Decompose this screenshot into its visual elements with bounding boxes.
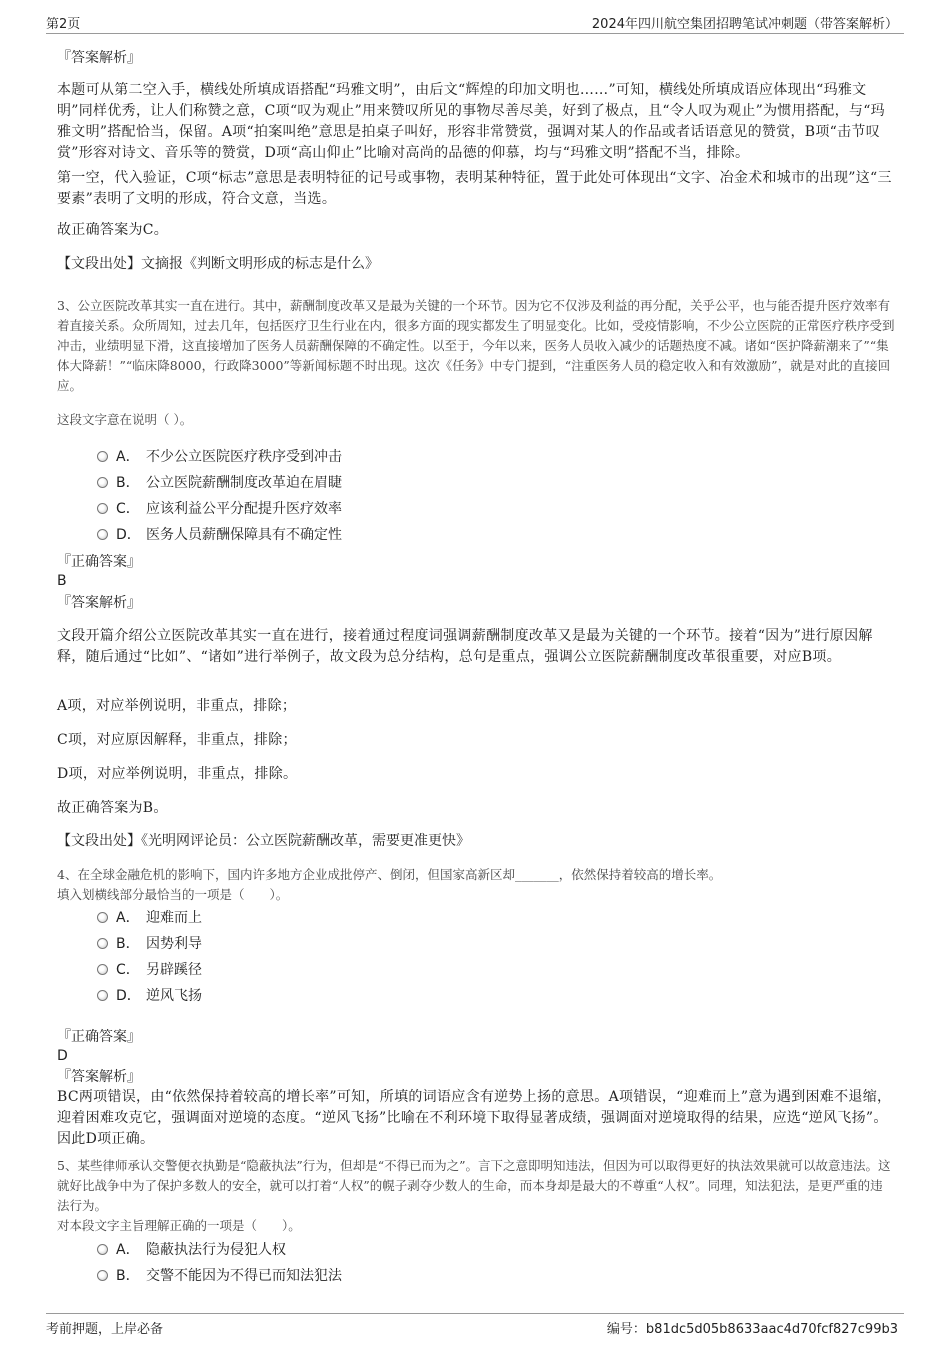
q3-note-a: A项，对应举例说明，非重点，排除； [57, 698, 297, 714]
radio-icon[interactable] [97, 477, 108, 488]
page-number: 第2页 [46, 17, 81, 32]
q3-option-b[interactable]: B． 公立医院薪酬制度改革迫在眉睫 [97, 470, 342, 496]
q5-question: 对本段文字主旨理解正确的一项是（ ）。 [57, 1218, 301, 1233]
q3-note-d: D项，对应举例说明，非重点，排除。 [57, 766, 298, 782]
q4-correct-label: 『正确答案』 [57, 1029, 141, 1045]
q4-option-c[interactable]: C． 另辟蹊径 [97, 957, 202, 983]
q3-stem: 3、公立医院改革其实一直在进行。其中，薪酬制度改革又是最为关键的一个环节。因为它不仅涉及利益的再分配，关乎公平，也与能否提升医疗效率有着直接关系。众所周知，过去几年，包括医疗卫生行业在内，很多方面的现实都发生了明显变化。比如，受疫情影响，不少公立医院的正常医疗秩序受到冲击，业绩明显下滑，这直接增加了医务人员薪酬保障的不确定性。以至于，今年以来，医务人员收入减少的话题热度不减。诸如“医护降薪潮来了”“集体大降薪！”“临床降8000，行政降3000”等新闻标题不时出现。这次《任务》中专门提到，“注重医务人员的稳定收入和有效激励”，就是对此的直接回应。 [57, 298, 895, 393]
q2-analysis-p1: 本题可从第二空入手，横线处所填成语搭配“玛雅文明”，由后文“辉煌的印加文明也……”可知，横线处所填成语应体现出“玛雅文明”同样优秀，让人们称赞之意，C项“叹为观止”用来赞叹所见的事物尽善尽美，好到了极点，且“令人叹为观止”为惯用搭配，与“玛雅文明”搭配恰当，保留。A项“拍案叫绝”意思是拍桌子叫好，形容非常赞赏，强调对某人的作品或者话语意见的赞赏，B项“击节叹赏”形容对诗文、音乐等的赞赏，D项“高山仰止”比喻对高尚的品德的仰慕，均与“玛雅文明”搭配不当，排除。 [57, 82, 885, 161]
q3-correct-label: 『正确答案』 [57, 554, 141, 570]
q2-source: 【文段出处】文摘报《判断文明形成的标志是什么》 [57, 256, 379, 272]
q2-analysis-label: 『答案解析』 [57, 50, 141, 66]
q3-question: 这段文字意在说明（ ）。 [57, 412, 193, 427]
q4-option-a[interactable]: A． 迎难而上 [97, 905, 202, 931]
q5-option-a[interactable]: A． 隐蔽执法行为侵犯人权 [97, 1237, 342, 1263]
q3-note-c: C项，对应原因解释，非重点，排除； [57, 732, 297, 748]
q3-option-a[interactable]: A． 不少公立医院医疗秩序受到冲击 [97, 444, 342, 470]
radio-icon[interactable] [97, 912, 108, 923]
footer-code: 编号：b81dc5d05b8633aac4d70fcf827c99b3 [606, 1322, 898, 1337]
q3-analysis: 文段开篇介绍公立医院改革其实一直在进行，接着通过程度词强调薪酬制度改革又是最为关键的一个环节。接着“因为”进行原因解释，随后通过“比如”、“诸如”进行举例子，故文段为总分结构，总句是重点，强调公立医院薪酬制度改革很重要，对应B项。 [57, 628, 873, 665]
q4-option-d[interactable]: D． 逆风飞扬 [97, 983, 202, 1009]
footer-slogan: 考前押题，上岸必备 [46, 1322, 164, 1337]
document-title: 2024年四川航空集团招聘笔试冲刺题（带答案解析） [591, 17, 898, 32]
q4-analysis: BC两项错误，由“依然保持着较高的增长率”可知，所填的词语应含有逆势上扬的意思。A项错误，“迎难而上”意为遇到困难不退缩，迎着困难攻克它，强调面对逆境的态度。“逆风飞扬”比喻在不利环境下取得显著成绩，强调面对逆境取得的结果，应选“逆风飞扬”。因此D项正确。 [57, 1089, 892, 1147]
radio-icon[interactable] [97, 990, 108, 1001]
radio-icon[interactable] [97, 529, 108, 540]
q3-option-d[interactable]: D． 医务人员薪酬保障具有不确定性 [97, 522, 342, 548]
radio-icon[interactable] [97, 503, 108, 514]
q3-correct-answer: B [57, 573, 67, 589]
radio-icon[interactable] [97, 1244, 108, 1255]
q2-analysis-p2: 第一空，代入验证，C项“标志”意思是表明特征的记号或事物，表明某种特征，置于此处可体现出“文字、冶金术和城市的出现”这“三要素”表明了文明的形成，符合文意，当选。 [57, 170, 892, 207]
q3-source: 【文段出处】《光明网评论员：公立医院薪酬改革，需要更准更快》 [57, 833, 470, 849]
q4-option-b[interactable]: B． 因势利导 [97, 931, 202, 957]
q5-stem: 5、某些律师承认交警便衣执勤是“隐蔽执法”行为，但却是“不得已而为之”。言下之意即明知违法，但因为可以取得更好的执法效果就可以故意违法。这就好比战争中为了保护多数人的安全，就可以打着“人权”的幌子剥夺少数人的生命，而本身却是最大的不尊重“人权”。同理，知法犯法，是更严重的违法行为。 [57, 1158, 891, 1213]
radio-icon[interactable] [97, 964, 108, 975]
page-header [46, 11, 904, 34]
q4-options [97, 905, 202, 1009]
q5-options [97, 1237, 342, 1289]
page-footer [46, 1313, 904, 1340]
q3-option-c[interactable]: C． 应该利益公平分配提升医疗效率 [97, 496, 342, 522]
radio-icon[interactable] [97, 451, 108, 462]
q4-stem: 4、在全球金融危机的影响下，国内许多地方企业成批停产、倒闭，但国家高新区却_______，依然保持着较高的增长率。 [57, 867, 722, 882]
q4-correct-answer: D [57, 1048, 68, 1064]
q3-conclusion: 故正确答案为B。 [57, 800, 168, 816]
q3-analysis-label: 『答案解析』 [57, 595, 141, 611]
radio-icon[interactable] [97, 938, 108, 949]
q4-analysis-label: 『答案解析』 [57, 1069, 141, 1085]
radio-icon[interactable] [97, 1270, 108, 1281]
q2-conclusion: 故正确答案为C。 [57, 222, 169, 238]
q4-question: 填入划横线部分最恰当的一项是（ ）。 [57, 887, 289, 902]
q3-options [97, 444, 342, 548]
q5-option-b[interactable]: B． 交警不能因为不得已而知法犯法 [97, 1263, 342, 1289]
